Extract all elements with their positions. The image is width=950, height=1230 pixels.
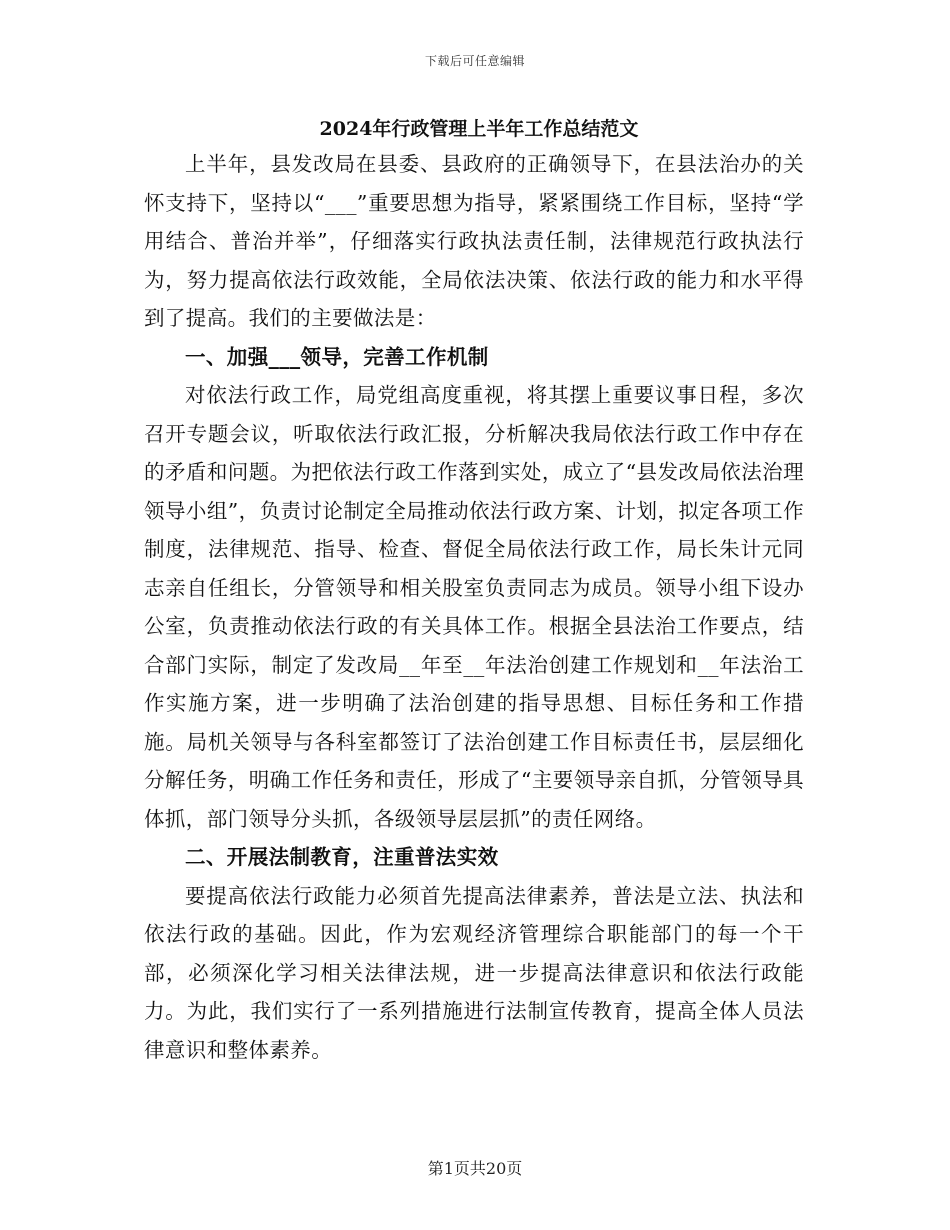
page-number: 第1页共20页 — [427, 1159, 523, 1178]
document-title: 2024年行政管理上半年工作总结范文 — [319, 118, 639, 140]
section-body-2: 要提高依法行政能力必须首先提高法律素养，普法是立法、执法和依法行政的基础。因此，作为宏观经济管理综合职能部门的每一个干部，必须深化学习相关法律法规，进一步提高法律意识和依法行政能力。为此，我们实行了一系列措施进行法制宣传教育，提高全体人员法律意识和整体素养。 — [144, 883, 804, 1062]
section-body-1: 对依法行政工作，局党组高度重视，将其摆上重要议事日程，多次召开专题会议，听取依法行政汇报，分析解决我局依法行政工作中存在的矛盾和问题。为把依法行政工作落到实处，成立了“县发改局依法治理领导小组”，负责讨论制定全局推动依法行政方案、计划，拟定各项工作制度，法律规范、指导、检查、督促全局依法行政工作，局长朱计元同志亲自任组长，分管领导和相关股室负责同志为成员。领导小组下设办公室，负责推动依法行政的有关具体工作。根据全县法治工作要点，结合部门实际，制定了发改局__年至__年法治创建工作规划和__年法治工作实施方案，进一步明确了法治创建的指导思想、目标任务和工作措施。局机关领导与各科室都签订了法治创建工作目标责任书，层层细化分解任务，明确工作任务和责任，形成了“主要领导亲自抓，分管领导具体抓，部门领导分头抓，各级领导层层抓”的责任网络。 — [144, 383, 804, 831]
section-heading-1: 一、加强___领导，完善工作机制 — [185, 344, 489, 369]
document-body — [144, 114, 804, 1069]
page-header-note: 下载后可任意编辑 — [424, 54, 525, 68]
intro-paragraph: 上半年，县发改局在县委、县政府的正确领导下，在县法治办的关怀支持下，坚持以“___”重要思想为指导，紧紧围绕工作目标，坚持“学用结合、普治并举”，仔细落实行政执法责任制，法律规范行政执法行为，努力提高依法行政效能，全局依法决策、依法行政的能力和水平得到了提高。我们的主要做法是： — [144, 152, 804, 330]
section-heading-2: 二、开展法制教育，注重普法实效 — [185, 845, 499, 869]
